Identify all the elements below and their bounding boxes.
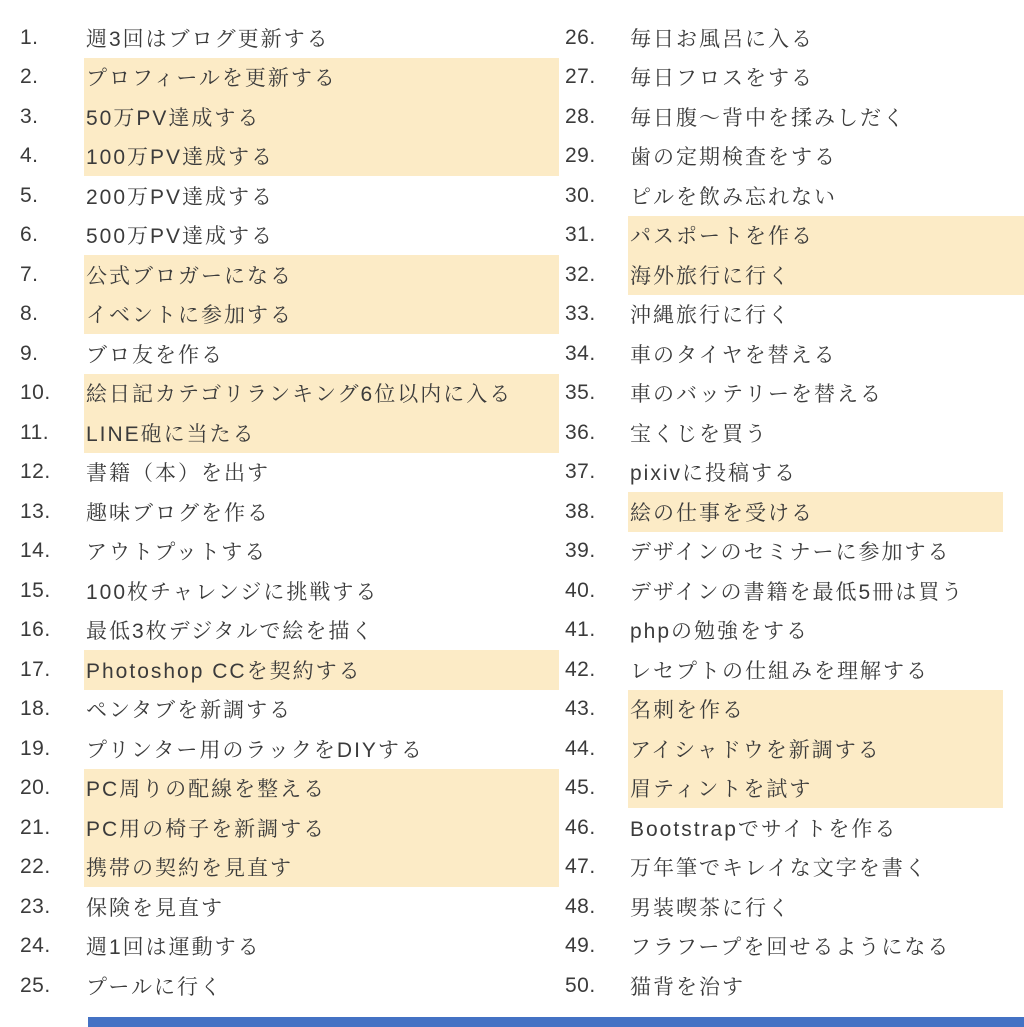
list-item bbox=[565, 650, 1024, 690]
item-number: 18. bbox=[20, 697, 51, 721]
list-item bbox=[565, 137, 1024, 177]
list-item bbox=[565, 571, 1024, 611]
list-item bbox=[20, 848, 559, 888]
item-number: 12. bbox=[20, 460, 51, 484]
item-label: 200万PV達成する bbox=[86, 185, 275, 209]
item-label: Bootstrapでサイトを作る bbox=[630, 817, 898, 841]
item-label-highlighted: PC用の椅子を新調する bbox=[84, 808, 559, 848]
list-item bbox=[20, 413, 559, 453]
item-label-highlighted: 携帯の契約を見直す bbox=[84, 848, 559, 888]
item-label-highlighted: 公式ブロガーになる bbox=[84, 255, 559, 295]
item-number: 16. bbox=[20, 618, 51, 642]
list-item bbox=[20, 18, 559, 58]
list-item bbox=[565, 255, 1024, 295]
item-number: 17. bbox=[20, 657, 51, 681]
list-item bbox=[565, 848, 1024, 888]
list-item bbox=[565, 295, 1024, 335]
item-number: 40. bbox=[565, 578, 596, 602]
list-item bbox=[20, 966, 559, 1006]
list-item bbox=[20, 611, 559, 651]
item-label: ブロ友を作る bbox=[86, 343, 224, 367]
item-label: 毎日腹〜背中を揉みしだく bbox=[630, 106, 906, 130]
item-number: 46. bbox=[565, 815, 596, 839]
item-number: 36. bbox=[565, 420, 596, 444]
item-number: 37. bbox=[565, 460, 596, 484]
item-number: 43. bbox=[565, 697, 596, 721]
list-item bbox=[20, 808, 559, 848]
item-label: 歯の定期検査をする bbox=[630, 146, 837, 170]
list-item bbox=[565, 58, 1024, 98]
item-number: 4. bbox=[20, 144, 39, 168]
item-number: 5. bbox=[20, 183, 39, 207]
item-label: 趣味ブログを作る bbox=[86, 501, 270, 525]
list-item bbox=[20, 887, 559, 927]
list-item bbox=[565, 927, 1024, 967]
item-label-highlighted: Photoshop CCを契約する bbox=[84, 650, 559, 690]
item-label: 500万PV達成する bbox=[86, 225, 275, 249]
list-column-left bbox=[20, 18, 559, 1006]
item-number: 34. bbox=[565, 341, 596, 365]
item-label: デザインの書籍を最低5冊は買う bbox=[630, 580, 965, 604]
item-label: プリンター用のラックをDIYする bbox=[86, 738, 424, 762]
list-item bbox=[20, 690, 559, 730]
item-label: 男装喫茶に行く bbox=[630, 896, 791, 920]
item-number: 25. bbox=[20, 973, 51, 997]
list-item bbox=[565, 966, 1024, 1006]
list-item bbox=[20, 295, 559, 335]
item-number: 24. bbox=[20, 934, 51, 958]
item-label-highlighted: パスポートを作る bbox=[628, 216, 1024, 256]
item-label: フラフープを回せるようになる bbox=[630, 936, 951, 960]
item-label: phpの勉強をする bbox=[630, 620, 810, 644]
list-item bbox=[565, 887, 1024, 927]
item-number: 21. bbox=[20, 815, 51, 839]
list-item bbox=[565, 492, 1024, 532]
list-item bbox=[20, 927, 559, 967]
item-number: 19. bbox=[20, 736, 51, 760]
item-number: 13. bbox=[20, 499, 51, 523]
item-label-highlighted: 絵日記カテゴリランキング6位以内に入る bbox=[84, 374, 559, 414]
item-number: 28. bbox=[565, 104, 596, 128]
item-label: 猫背を治す bbox=[630, 975, 745, 999]
item-label: 万年筆でキレイな文字を書く bbox=[630, 857, 928, 881]
item-label: 週1回は運動する bbox=[86, 936, 261, 960]
item-number: 32. bbox=[565, 262, 596, 286]
list-item bbox=[20, 334, 559, 374]
list-column-right bbox=[565, 18, 1024, 1006]
item-number: 39. bbox=[565, 539, 596, 563]
item-label: レセプトの仕組みを理解する bbox=[630, 659, 929, 683]
item-label: 沖縄旅行に行く bbox=[630, 304, 791, 328]
list-item bbox=[20, 176, 559, 216]
item-number: 26. bbox=[565, 25, 596, 49]
list-item bbox=[565, 729, 1024, 769]
item-number: 2. bbox=[20, 65, 39, 89]
item-label-highlighted: 海外旅行に行く bbox=[628, 255, 1024, 295]
list-item bbox=[20, 216, 559, 256]
list-item bbox=[565, 690, 1024, 730]
list-item bbox=[20, 58, 559, 98]
item-label-highlighted: アイシャドウを新調する bbox=[628, 729, 1003, 769]
item-label: 保険を見直す bbox=[86, 896, 224, 920]
item-number: 14. bbox=[20, 539, 51, 563]
list-item bbox=[20, 729, 559, 769]
list-item bbox=[565, 97, 1024, 137]
item-label-highlighted: 50万PV達成する bbox=[84, 97, 559, 137]
item-label-highlighted: 名刺を作る bbox=[628, 690, 1003, 730]
list-item bbox=[565, 611, 1024, 651]
list-item bbox=[565, 453, 1024, 493]
list-item bbox=[565, 176, 1024, 216]
item-number: 3. bbox=[20, 104, 39, 128]
item-number: 30. bbox=[565, 183, 596, 207]
item-number: 42. bbox=[565, 657, 596, 681]
item-label: ペンタブを新調する bbox=[86, 699, 293, 723]
list-item bbox=[20, 97, 559, 137]
item-label-highlighted: 絵の仕事を受ける bbox=[628, 492, 1003, 532]
list-item bbox=[565, 18, 1024, 58]
item-label: プールに行く bbox=[86, 975, 223, 999]
item-label: 最低3枚デジタルで絵を描く bbox=[86, 620, 375, 644]
item-number: 38. bbox=[565, 499, 596, 523]
list-item bbox=[565, 374, 1024, 414]
item-label: 書籍（本）を出す bbox=[86, 462, 270, 486]
item-number: 41. bbox=[565, 618, 596, 642]
item-label: 100枚チャレンジに挑戦する bbox=[86, 580, 379, 604]
item-label-highlighted: LINE砲に当たる bbox=[84, 413, 559, 453]
item-number: 48. bbox=[565, 894, 596, 918]
list-item bbox=[565, 334, 1024, 374]
list-item bbox=[20, 255, 559, 295]
list-item bbox=[20, 532, 559, 572]
item-label-highlighted: 100万PV達成する bbox=[84, 137, 559, 177]
item-label-highlighted: イベントに参加する bbox=[84, 295, 559, 335]
list-item bbox=[20, 492, 559, 532]
item-number: 7. bbox=[20, 262, 39, 286]
item-number: 6. bbox=[20, 223, 39, 247]
item-label: 毎日フロスをする bbox=[630, 67, 814, 91]
item-number: 15. bbox=[20, 578, 51, 602]
item-number: 44. bbox=[565, 736, 596, 760]
list-item bbox=[20, 571, 559, 611]
item-label-highlighted: 眉ティントを試す bbox=[628, 769, 1003, 809]
item-label-highlighted: プロフィールを更新する bbox=[84, 58, 559, 98]
item-number: 22. bbox=[20, 855, 51, 879]
item-number: 35. bbox=[565, 381, 596, 405]
list-item bbox=[565, 769, 1024, 809]
item-number: 27. bbox=[565, 65, 596, 89]
list-item bbox=[565, 216, 1024, 256]
item-label: 車のバッテリーを替える bbox=[630, 383, 883, 407]
item-number: 8. bbox=[20, 302, 39, 326]
list-item bbox=[565, 413, 1024, 453]
item-number: 50. bbox=[565, 973, 596, 997]
list-item bbox=[20, 374, 559, 414]
item-number: 10. bbox=[20, 381, 51, 405]
item-number: 11. bbox=[20, 420, 50, 444]
item-label: ピルを飲み忘れない bbox=[630, 185, 837, 209]
item-label: 車のタイヤを替える bbox=[630, 343, 837, 367]
list-item bbox=[20, 137, 559, 177]
item-label: デザインのセミナーに参加する bbox=[630, 541, 951, 565]
item-number: 31. bbox=[565, 223, 596, 247]
list-item bbox=[565, 808, 1024, 848]
item-label: pixivに投稿する bbox=[630, 462, 798, 486]
item-label: アウトプットする bbox=[86, 541, 268, 565]
item-number: 1. bbox=[20, 25, 39, 49]
item-number: 45. bbox=[565, 776, 596, 800]
item-label: 週3回はブログ更新する bbox=[86, 27, 330, 51]
item-number: 9. bbox=[20, 341, 39, 365]
item-label-highlighted: PC周りの配線を整える bbox=[84, 769, 559, 809]
item-number: 29. bbox=[565, 144, 596, 168]
list-item bbox=[20, 453, 559, 493]
item-number: 23. bbox=[20, 894, 51, 918]
item-number: 20. bbox=[20, 776, 51, 800]
item-label: 毎日お風呂に入る bbox=[630, 27, 814, 51]
list-item bbox=[20, 769, 559, 809]
item-number: 33. bbox=[565, 302, 596, 326]
item-number: 47. bbox=[565, 855, 596, 879]
list-item bbox=[565, 532, 1024, 572]
item-label: 宝くじを買う bbox=[630, 422, 768, 446]
list-item bbox=[20, 650, 559, 690]
bottom-accent-bar bbox=[88, 1017, 1024, 1027]
item-number: 49. bbox=[565, 934, 596, 958]
